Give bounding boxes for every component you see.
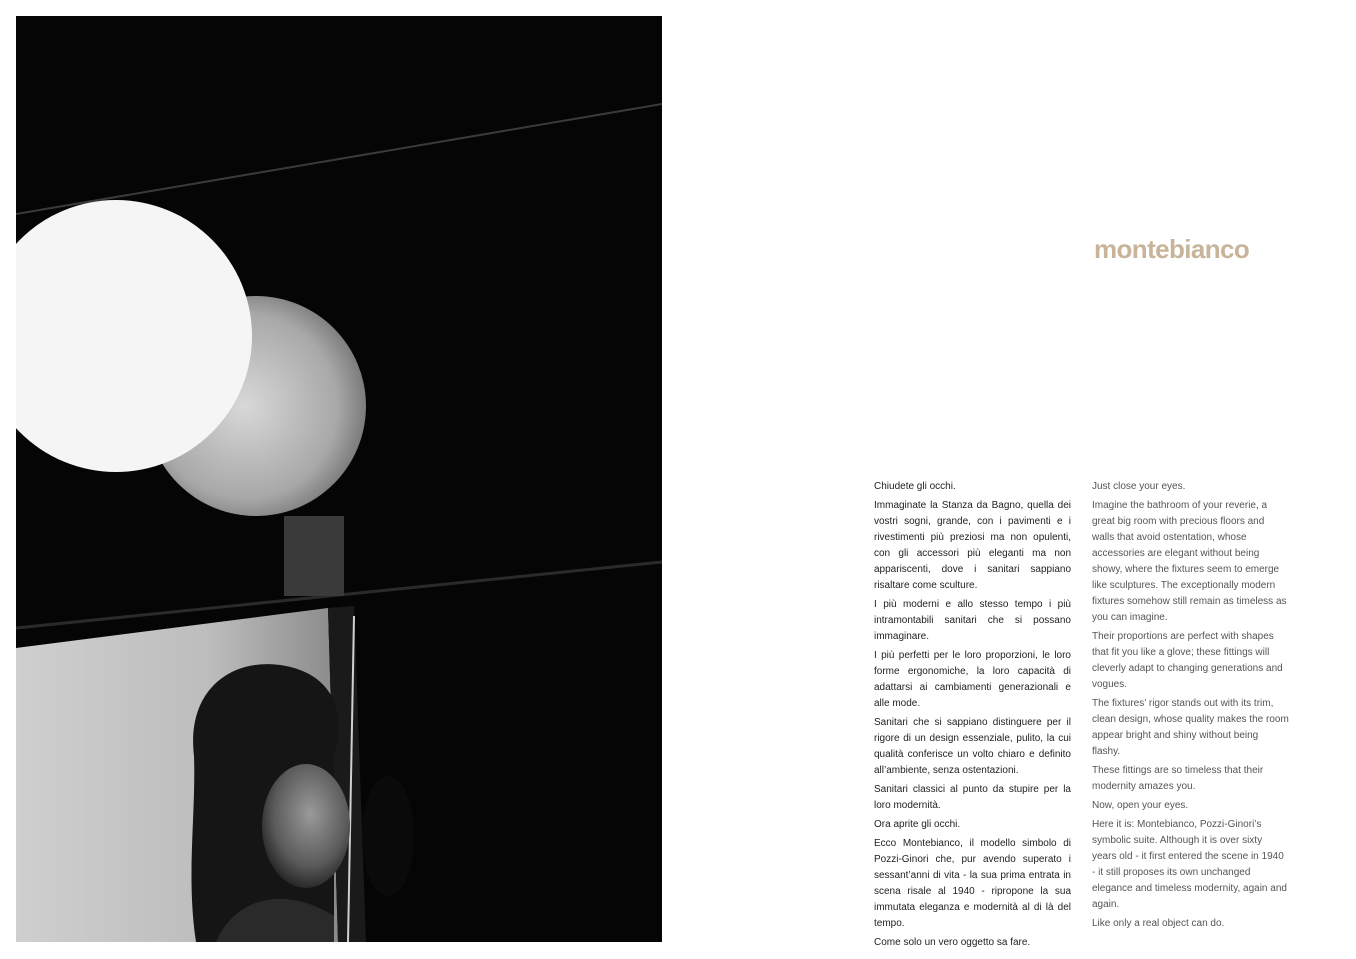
it-paragraph: Immaginate la Stanza da Bagno, quella dei vostri sogni, grande, con i pavimenti e i rivestimenti più preziosi ma non opulenti, con gli accessori più eleganti ma non appariscenti, dove i sanitari sappiano risaltare come sculture. — [874, 500, 1071, 591]
it-paragraph: Ecco Montebianco, il modello simbolo di Pozzi-Ginori che, pur avendo superato i sessant’anni di vita - la sua prima entrata in scena risale al 1940 - ripropone la sua immutata eleganza e modernità al di là del tempo. — [874, 838, 1071, 929]
it-paragraph: I più perfetti per le loro proporzioni, le loro forme ergonomiche, la loro capacità di adattarsi ai cambiamenti generazionali e alle mode. — [874, 650, 1071, 709]
en-paragraph: The fixtures’ rigor stands out with its trim, clean design, whose quality makes the room appear bright and shiny without being flashy. — [1092, 698, 1289, 757]
brand-title: montebianco — [1094, 234, 1250, 264]
english-text-column — [1092, 479, 1289, 935]
it-paragraph: Ora aprite gli occhi. — [874, 819, 961, 830]
en-paragraph: Imagine the bathroom of your reverie, a great big room with precious floors and walls that avoid ostentation, whose accessories are elegant without being showy, where the fixtures seem to emerge like sculptures. The exceptionally modern fixtures somehow still remain as timeless as you can imagine. — [1092, 500, 1287, 623]
it-paragraph: Sanitari che si sappiano distinguere per il rigore di un design essenziale, pulito, la cui qualità conferisce un volto chiaro e definito all’ambiente, senza ostentazioni. — [874, 717, 1071, 776]
en-paragraph: Here it is: Montebianco, Pozzi-Ginori’s symbolic suite. Although it is over sixty years old - it first entered the scene in 1940 - it still proposes its own unchanged elegance and timeless modernity, again and again. — [1092, 819, 1287, 910]
it-paragraph: Chiudete gli occhi. — [874, 481, 956, 492]
en-paragraph: Now, open your eyes. — [1092, 800, 1189, 811]
en-paragraph: Like only a real object can do. — [1092, 918, 1225, 929]
italian-text-column — [874, 479, 1071, 954]
en-paragraph: Their proportions are perfect with shapes that fit you like a glove; these fittings will cleverly adapt to changing generations and vogues. — [1092, 631, 1283, 690]
photo-illustration — [16, 16, 662, 942]
it-paragraph: Sanitari classici al punto da stupire per la loro modernità. — [874, 784, 1071, 811]
it-paragraph: I più moderni e allo stesso tempo i più intramontabili sanitari che si possano immaginare. — [874, 599, 1071, 642]
en-paragraph: Just close your eyes. — [1092, 481, 1186, 492]
en-paragraph: These fittings are so timeless that their modernity amazes you. — [1092, 765, 1264, 792]
it-paragraph: Come solo un vero oggetto sa fare. — [874, 937, 1031, 948]
photo-image — [16, 16, 662, 942]
